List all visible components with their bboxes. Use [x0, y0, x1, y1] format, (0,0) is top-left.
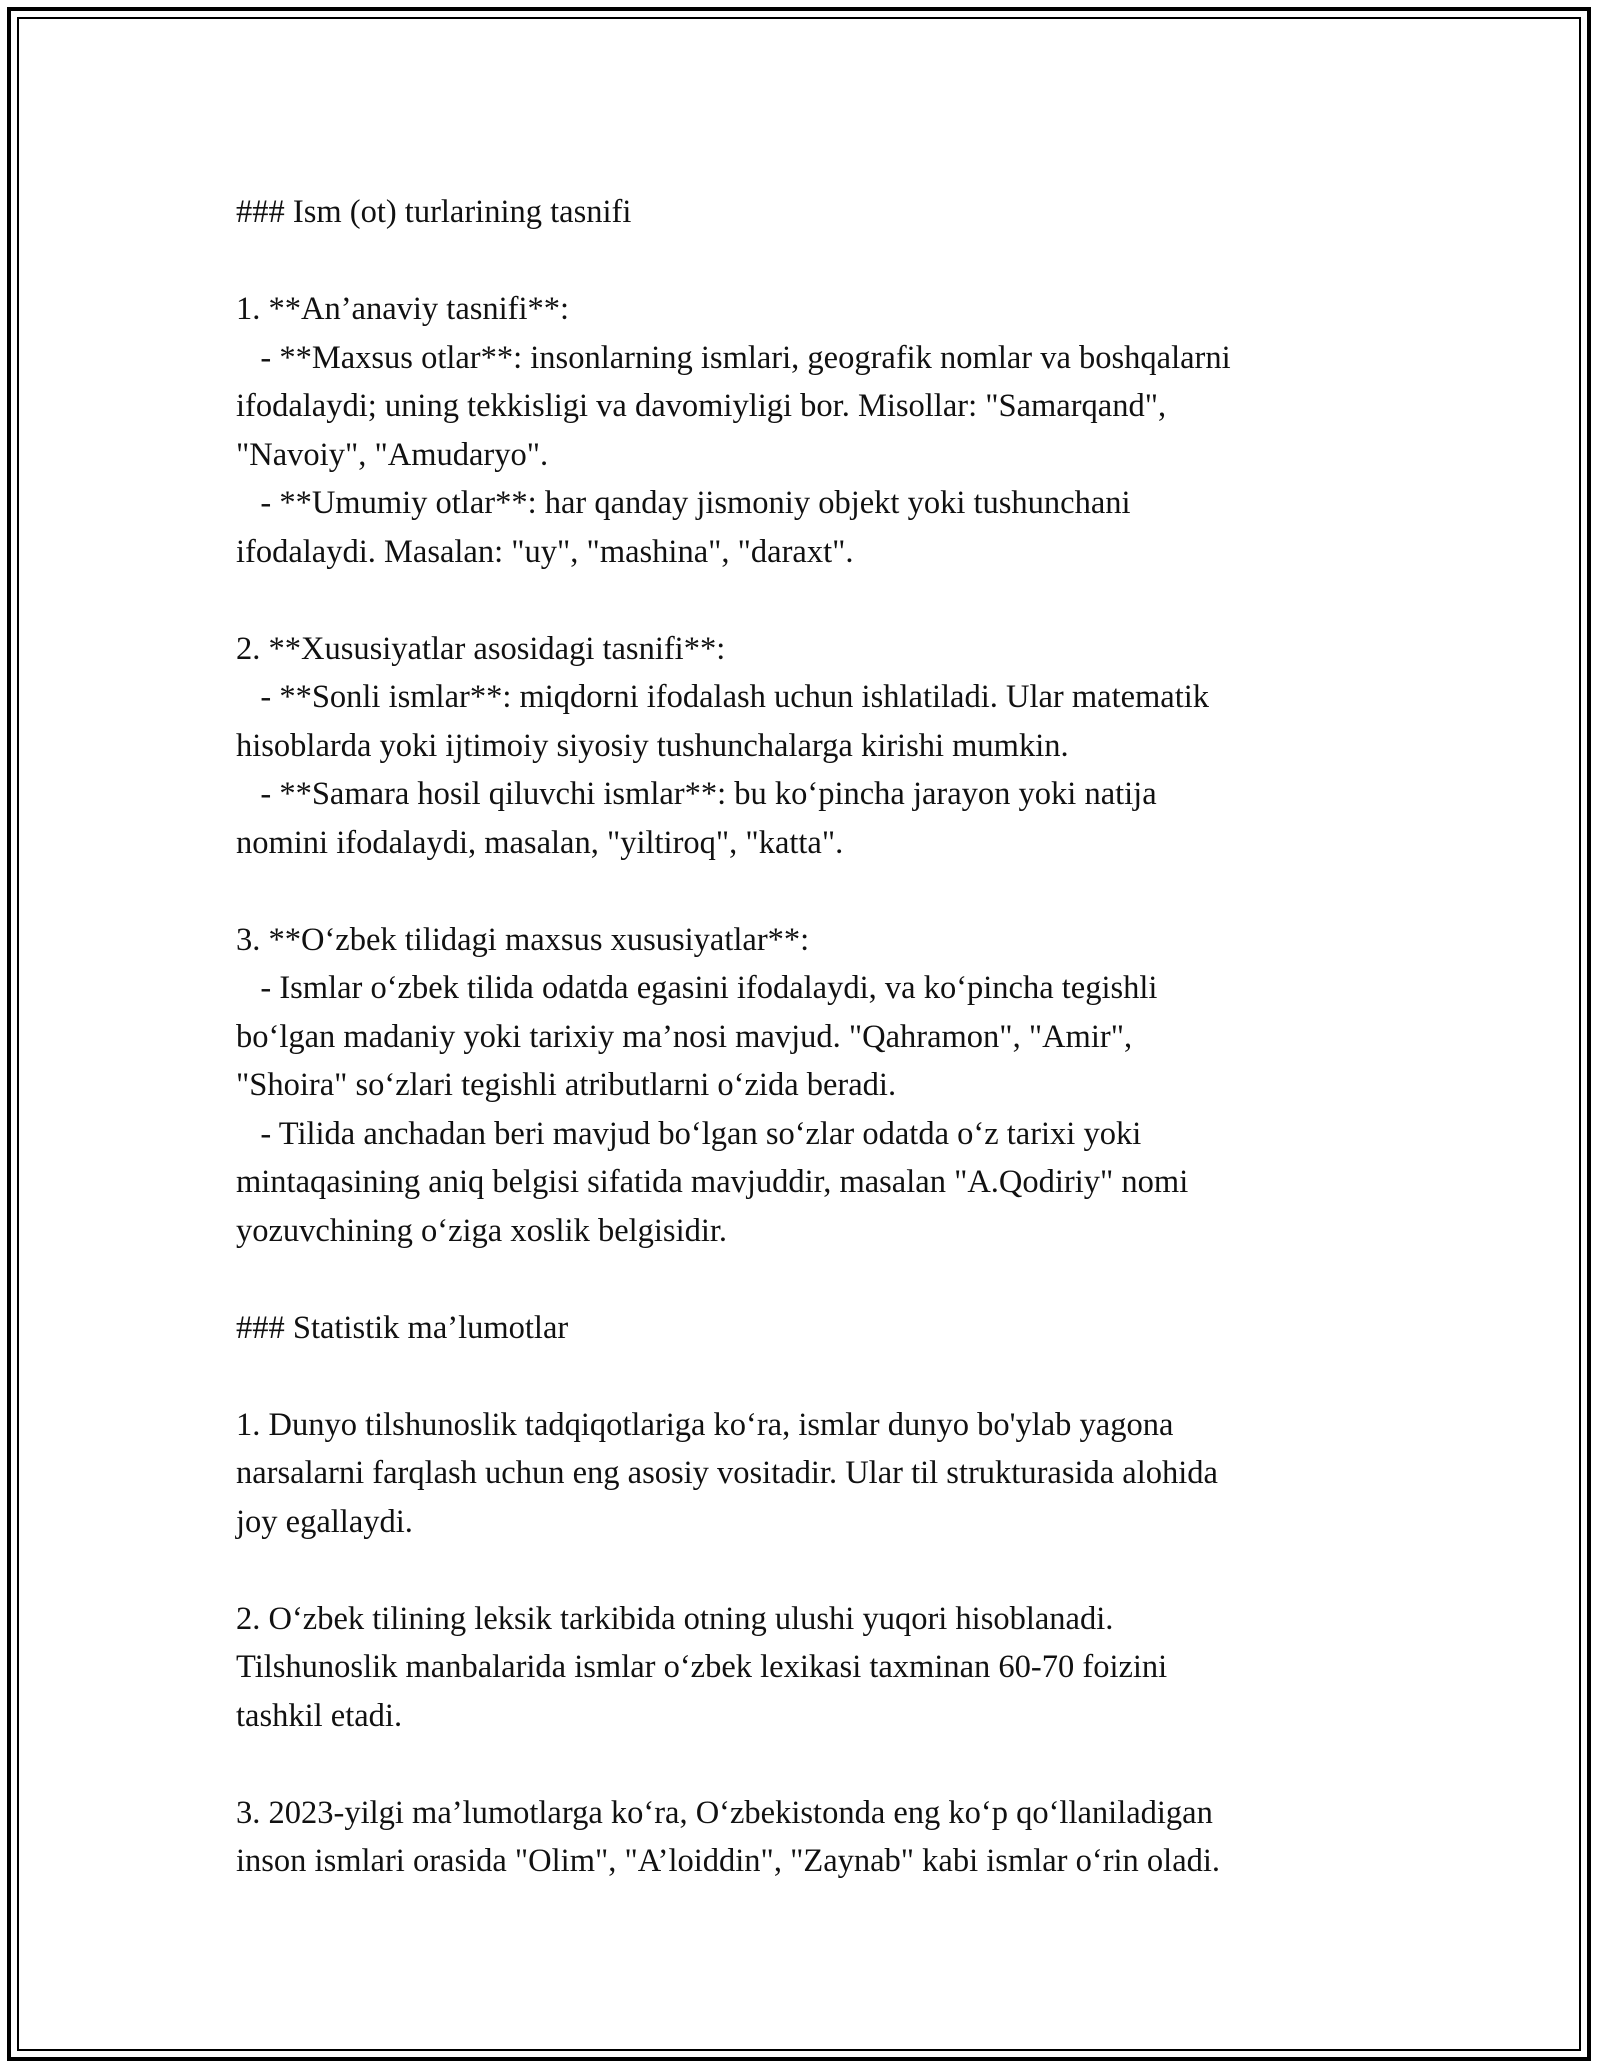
text-line: hisoblarda yoki ijtimoiy siyosiy tushunchalarga kirishi mumkin.: [236, 727, 1069, 764]
heading-ism-turlari: ### Ism (ot) turlarining tasnifi: [236, 194, 632, 230]
list-item-ozbek-maxsus: 3. **O‘zbek tilidagi maxsus xususiyatlar**:: [236, 921, 810, 958]
text-line: Tilshunoslik manbalarida ismlar o‘zbek lexikasi taxminan 60-70 foizini: [236, 1649, 1168, 1685]
blank-line: [236, 576, 1386, 625]
heading-statistik: ### Statistik ma’lumotlar: [236, 1309, 569, 1346]
blank-line: [236, 237, 1386, 286]
text-line: inson ismlari orasida "Olim", "A’loiddin", "Zaynab" kabi ismlar o‘rin oladi.: [236, 1843, 1221, 1879]
text-line: - **Maxsus otlar**: insonlarning ismlari, geografik nomlar va boshqalarni: [236, 339, 1231, 376]
text-line: - Ismlar o‘zbek tilida odatda egasini ifodalaydi, va ko‘pincha tegishli: [236, 970, 1158, 1006]
text-line: - **Samara hosil qiluvchi ismlar**: bu ko‘pincha jarayon yoki natija: [236, 776, 1157, 812]
text-line: "Shoira" so‘zlari tegishli atributlarni o‘zida beradi.: [236, 1067, 897, 1103]
text-line: - **Sonli ismlar**: miqdorni ifodalash uchun ishlatiladi. Ular matematik: [236, 679, 1210, 715]
document-body: [236, 188, 1386, 1886]
text-line: narsalarni farqlash uchun eng asosiy vositadir. Ular til strukturasida alohida: [236, 1455, 1218, 1491]
text-line: ifodalaydi. Masalan: "uy", "mashina", "daraxt".: [236, 533, 854, 570]
text-line: tashkil etadi.: [236, 1697, 403, 1734]
blank-line: [236, 1546, 1386, 1595]
text-line: - **Umumiy otlar**: har qanday jismoniy objekt yoki tushunchani: [236, 485, 1131, 521]
blank-line: [236, 1352, 1386, 1401]
stat-item-2: 2. O‘zbek tilining leksik tarkibida otning ulushi yuqori hisoblanadi.: [236, 1600, 1114, 1637]
text-line: - Tilida anchadan beri mavjud bo‘lgan so‘zlar odatda o‘z tarixi yoki: [236, 1115, 1142, 1152]
text-line: yozuvchining o‘ziga xoslik belgisidir.: [236, 1212, 728, 1249]
blank-line: [236, 1740, 1386, 1789]
stat-item-1: 1. Dunyo tilshunoslik tadqiqotlariga ko‘ra, ismlar dunyo bo'ylab yagona: [236, 1406, 1174, 1443]
text-line: bo‘lgan madaniy yoki tarixiy ma’nosi mavjud. "Qahramon", "Amir",: [236, 1018, 1133, 1055]
text-line: "Navoiy", "Amudaryo".: [236, 436, 549, 473]
blank-line: [236, 1255, 1386, 1304]
text-line: joy egallaydi.: [236, 1503, 413, 1540]
text-line: ifodalaydi; uning tekkisligi va davomiyligi bor. Misollar: "Samarqand",: [236, 388, 1167, 424]
text-line: nomini ifodalaydi, masalan, "yiltiroq", "katta".: [236, 824, 844, 861]
list-item-xususiyatlar: 2. **Xususiyatlar asosidagi tasnifi**:: [236, 630, 726, 667]
text-line: mintaqasining aniq belgisi sifatida mavjuddir, masalan "A.Qodiriy" nomi: [236, 1164, 1189, 1200]
stat-item-3: 3. 2023-yilgi ma’lumotlarga ko‘ra, O‘zbekistonda eng ko‘p qo‘llaniladigan: [236, 1794, 1213, 1831]
blank-line: [236, 867, 1386, 916]
list-item-ananaviy: 1. **An’anaviy tasnifi**:: [236, 291, 570, 327]
